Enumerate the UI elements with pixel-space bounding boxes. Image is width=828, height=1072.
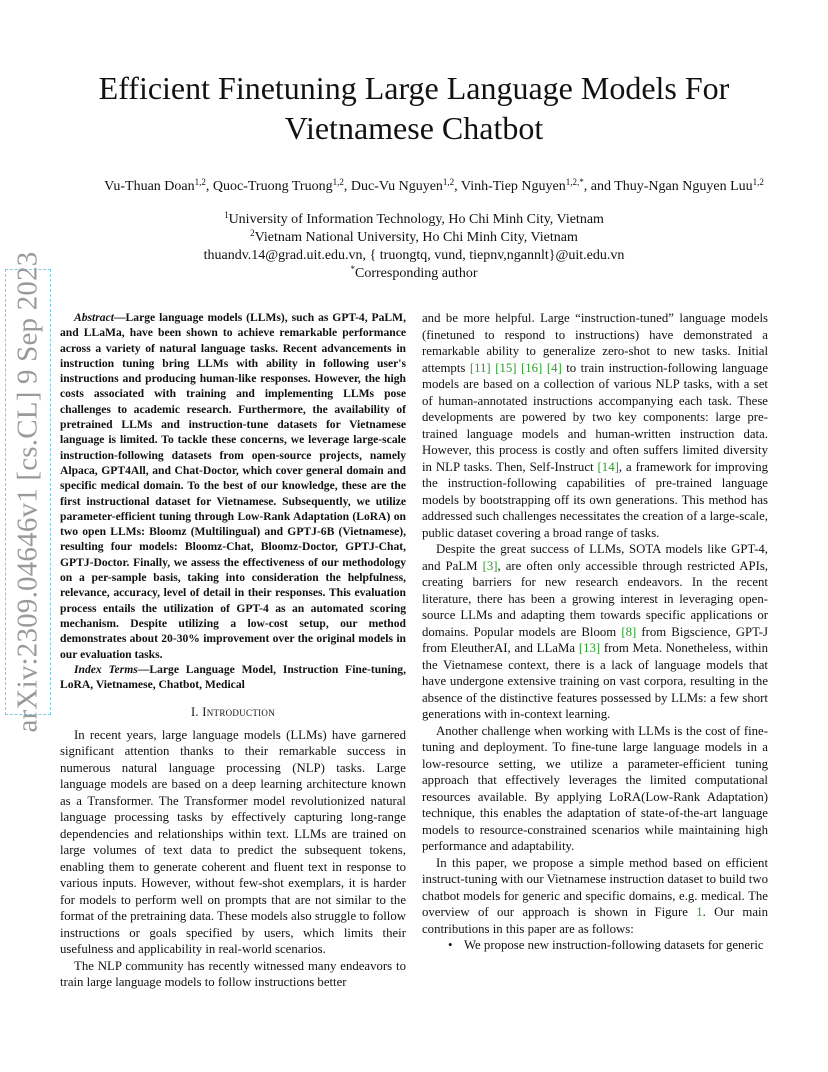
paragraph-text: , are often only accessible through restricted APIs, creating barriers for new research endeavors. In the recent literature, there has been a growing interest in leveraging open-source LLMs and adapting them towards specific applications or domains. Popular models are Bloom: [422, 558, 769, 639]
title-line-2: Vietnamese Chatbot: [284, 110, 544, 146]
intro-paragraph-6: [422, 855, 768, 938]
paragraph-text: Despite the great success of LLMs, SOTA models like GPT-4, and PaLM: [422, 542, 768, 573]
index-terms-lead: Index Terms: [74, 662, 138, 676]
citation-link[interactable]: [3]: [482, 558, 498, 573]
citation-link[interactable]: [13]: [578, 641, 601, 655]
affiliation-text: Vietnam National University, Ho Chi Minh City, Vietnam: [254, 230, 578, 245]
affiliation-1: [60, 211, 768, 229]
citation-link[interactable]: [15]: [495, 360, 517, 375]
paragraph-text: In this paper, we propose a simple method based on efficient instruct-tuning with our Vietnamese instruction dataset to build two chatbot models for generic and specific domains, e.g. medical. The overview of our approach is shown in Figure: [422, 855, 768, 919]
arxiv-identifier-stamp[interactable]: [6, 251, 50, 733]
corresponding-author-note: [60, 265, 768, 283]
section-heading-introduction: I. Introduction: [190, 705, 276, 720]
paper-title: [60, 68, 768, 148]
author-name: Thuy-Ngan Nguyen Luu: [614, 179, 753, 194]
author-separator: , and: [583, 179, 615, 194]
author-affiliation-mark: 1,2: [442, 177, 455, 187]
author-emails: thuandv.14@grad.uit.edu.vn, { truongtq, vund, tiepnv,ngannlt}@uit.edu.vn: [203, 248, 625, 263]
arxiv-identifier[interactable]: arXiv:2309.04646v1 [cs.CL] 9 Sep 2023: [11, 251, 44, 733]
author-list: [40, 178, 828, 196]
intro-paragraph-3: [422, 310, 768, 541]
paragraph-text: to train instruction-following language models are based on a collection of various NLP tasks, with a set of human-annotated instructions accompanying each task. These developments are powered by two key components: large pre-trained language models and human-written instruction data. However, this process is costly and often suffers limited diversity in NLP tasks. Then, Self-Instruct: [422, 360, 769, 474]
author-name: Vu-Thuan Doan: [104, 179, 195, 194]
affiliation-mark: 1: [224, 210, 229, 220]
citation-link[interactable]: [14]: [597, 459, 619, 474]
author-separator: ,: [205, 179, 213, 194]
author-name: Vinh-Tiep Nguyen: [460, 179, 566, 194]
affiliation-mark: 2: [250, 228, 255, 238]
figure-reference-link[interactable]: 1: [696, 905, 703, 919]
corresponding-mark: *: [350, 264, 355, 274]
corresponding-text: Corresponding author: [355, 266, 478, 281]
author-affiliation-mark: 1,2: [332, 177, 344, 187]
citation-link[interactable]: [4]: [546, 360, 562, 375]
right-column: [422, 310, 768, 954]
paragraph-text: from Meta. Nonetheless, within the Vietnamese context, there is a lack of language models that have undergone extensive training on vast corpora, resulting in the absence of the distinctive features possessed by LLMs: a few short generations with in-context learning.: [422, 641, 768, 721]
citation-link[interactable]: [16]: [521, 360, 543, 375]
title-line-1: Efficient Finetuning Large Language Models For: [98, 70, 730, 106]
contribution-bullet: • We propose new instruction-following datasets for generic: [422, 937, 768, 954]
intro-paragraph-1: In recent years, large language models (LLMs) have garnered significant attention thanks to their remarkable success in numerous natural language processing (NLP) tasks. Large language models are based on a deep learning architecture known as a Transformer. The Transformer model revolutionized natural language processing tasks by effectively capturing long-range dependencies and relationships within text. LLMs are trained on large volumes of text data to predict the subsequent tokens, enabling them to generate coherent and fluent text in response to various inputs. However, without few-shot exemplars, it is harder for models to perform well on prompts that are not similar to the format of the pretraining data. These models also struggle to follow instructions or goals specified by users, which limits their usefulness and applicability in real-world scenarios.: [60, 727, 406, 957]
abstract: [60, 310, 406, 662]
author-name: Duc-Vu Nguyen: [350, 179, 443, 194]
author-affiliation-mark: 1,2,*: [565, 177, 584, 187]
author-separator: ,: [454, 179, 461, 194]
paragraph-text: and be more helpful. Large “instruction-tuned” language models (finetuned to respond to instructions) have demonstrated a remarkable ability to generalize zero-shot to new tasks. Initial attempts: [422, 311, 768, 375]
left-column: [60, 310, 406, 991]
index-terms: [60, 662, 406, 693]
intro-paragraph-5: Another challenge when working with LLMs is the cost of fine-tuning and deployment. To fine-tune large language models in a low-resource setting, we utilize a parameter-efficient tuning approach that effectively leverages the limited computational resources available. By applying LoRA(Low-Rank Adaptation) technique, this enables the adaptation of state-of-the-art language models to resource-constrained scenarios while maintaining high performance and adaptability.: [422, 723, 768, 853]
paragraph-text: , a framework for improving the instruction-following capabilities of pre-trained language models by bootstrapping off its own generations. This method has addressed such challenges necessitates the creation of a large-scale, public dataset covering a broad range of tasks.: [422, 459, 768, 540]
affiliation-2: [60, 229, 768, 247]
author-affiliation-mark: 1,2: [194, 177, 206, 187]
abstract-lead: Abstract: [74, 311, 114, 324]
affiliation-text: University of Information Technology, Ho Chi Minh City, Vietnam: [228, 212, 604, 227]
intro-paragraph-2: The NLP community has recently witnessed many endeavors to train large language models to follow instructions better: [60, 958, 406, 990]
author-affiliation-mark: 1,2: [752, 177, 764, 187]
author-separator: ,: [343, 179, 351, 194]
intro-paragraph-4: [422, 541, 768, 723]
paragraph-text: from Bigscience, GPT-J from EleutherAI, and LLaMa: [422, 624, 768, 655]
author-name: Quoc-Truong Truong: [212, 179, 333, 194]
paragraph-text: . Our main contributions in this paper are as follows:: [422, 905, 768, 936]
citation-link[interactable]: [11]: [469, 360, 491, 375]
citation-link[interactable]: [8]: [621, 624, 637, 639]
index-terms-text: —Large Language Model, Instruction Fine-tuning, LoRA, Vietnamese, Chatbot, Medical: [60, 662, 406, 692]
abstract-text: —Large language models (LLMs), such as GPT-4, PaLM, and LLaMa, have been shown to achieve remarkable performance across a variety of natural language tasks. Recent advancements in instruction tuning bring LLMs with ability in following user's instructions and producing human-like responses. However, the high costs associated with training and implementing LLMs pose challenges to academic research. Furthermore, the availability of pretrained LLMs and instruction-tune datasets for Vietnamese language is limited. To tackle these concerns, we leverage large-scale instruction-following datasets from open-source projects, namely Alpaca, GPT4All, and Chat-Doctor, which cover general domain and specific medical domain. To the best of our knowledge, these are the first instructional dataset for Vietnamese. Subsequently, we utilize parameter-efficient tuning through Low-Rank Adaptation (LoRA) on two open LLMs: Bloomz (Multilingual) and GPTJ-6B (Vietnamese), resulting four models: Bloomz-Chat, Bloomz-Doctor, GPTJ-Chat, GPTJ-Doctor. Finally, we assess the effectiveness of our methodology on a per-sample basis, taking into consideration the helpfulness, relevance, accuracy, level of detail in their responses. This evaluation process entails the utilization of GPT-4 as an automated scoring mechanism. Despite utilizing a low-cost setup, our method demonstrates about 20-30% improvement over the original models in our evaluation tasks.: [60, 311, 406, 661]
